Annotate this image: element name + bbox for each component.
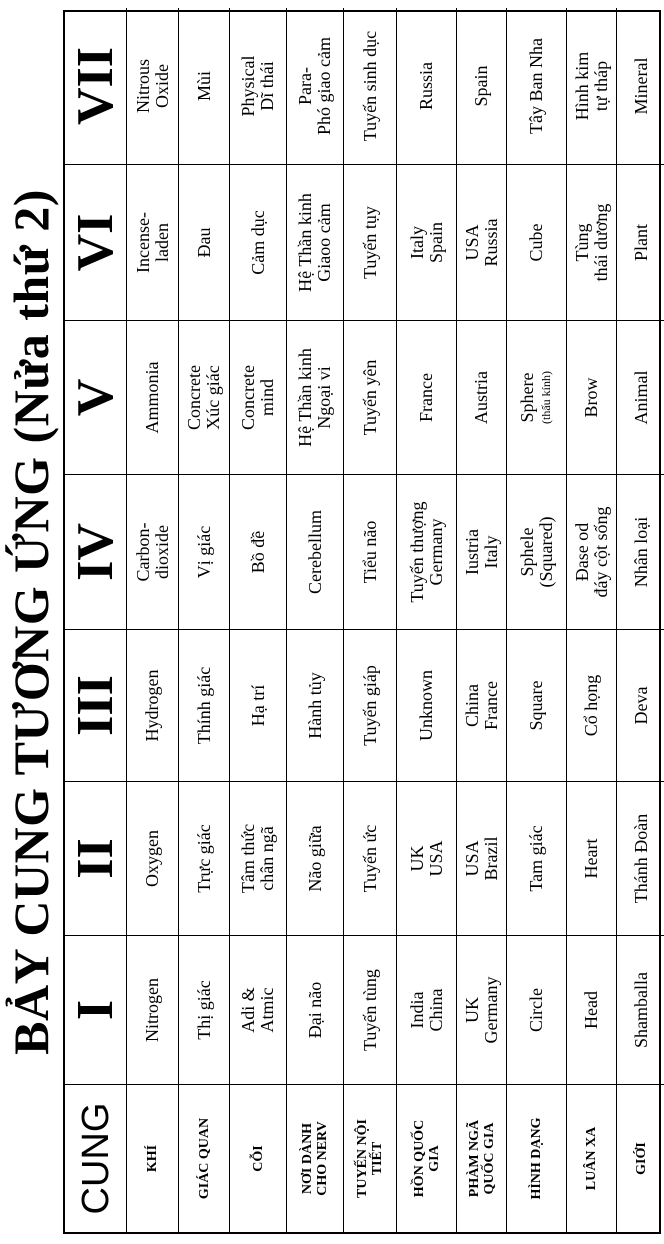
row-label: GIÁC QUAN xyxy=(179,1084,230,1232)
row-label: CỖI xyxy=(230,1084,287,1232)
cell-sub-note: (thấu kính) xyxy=(538,371,553,424)
ray-header-5: V xyxy=(65,320,127,474)
table-cell-sphere xyxy=(507,320,567,474)
table-cell: Deva xyxy=(617,629,664,781)
table-cell: Square xyxy=(507,629,567,781)
table-cell: Incense- laden xyxy=(127,164,179,320)
table-cell: Plant xyxy=(617,164,664,320)
table-cell: Para- Phó giao cảm xyxy=(287,8,344,164)
table-cell: India China xyxy=(397,935,457,1084)
table-cell: Heart xyxy=(567,781,617,935)
table-corner-header: CUNG xyxy=(65,1084,127,1232)
row-label: HỒN QUỐC GIA xyxy=(397,1084,457,1232)
table-cell: Tam giác xyxy=(507,781,567,935)
row-label: GIỚI xyxy=(617,1084,664,1232)
table-cell: France xyxy=(397,320,457,474)
table-cell: Iustria Italy xyxy=(457,474,507,629)
table-cell: Tuyến sinh dục xyxy=(344,8,397,164)
table-cell: Oxygen xyxy=(127,781,179,935)
table-cell: Animal xyxy=(617,320,664,474)
table-cell: USA Russia xyxy=(457,164,507,320)
table-cell: UK USA xyxy=(397,781,457,935)
row-label: NƠI DÀNH CHO NERV xyxy=(287,1084,344,1232)
table-cell: Cerebellum xyxy=(287,474,344,629)
table-cell: Concrete Xúc giác xyxy=(179,320,230,474)
table-cell: Tuyến yên xyxy=(344,320,397,474)
table-cell: Đase od đáy cột sống xyxy=(567,474,617,629)
table-cell: Tây Ban Nha xyxy=(507,8,567,164)
table-cell: Tuyến tụy xyxy=(344,164,397,320)
table-cell: Circle xyxy=(507,935,567,1084)
table-cell: Ammonia xyxy=(127,320,179,474)
ray-header-4: IV xyxy=(65,474,127,629)
table-cell: Nitrogen xyxy=(127,935,179,1084)
table-cell: Cảm dục xyxy=(230,164,287,320)
table-cell: Hệ Thần kinh Ngoại vi xyxy=(287,320,344,474)
table-cell: Tùng thái dương xyxy=(567,164,617,320)
table-cell: Austria xyxy=(457,320,507,474)
table-cell: Tuyến thượng Germany xyxy=(397,474,457,629)
ray-header-1: I xyxy=(65,935,127,1084)
table-cell: Concrete mind xyxy=(230,320,287,474)
ray-header-7: VII xyxy=(65,8,127,164)
table-cell: Thính giác xyxy=(179,629,230,781)
table-cell: USA Brazil xyxy=(457,781,507,935)
rays-correspondence-table xyxy=(63,10,661,1234)
row-label: TUYẾN NỘI TIẾT xyxy=(344,1084,397,1232)
cell-main-text: Sphere xyxy=(516,372,537,423)
row-label: HÌNH DẠNG xyxy=(507,1084,567,1232)
table-cell: Đau xyxy=(179,164,230,320)
table-cell: Mùi xyxy=(179,8,230,164)
table-cell: Russia xyxy=(397,8,457,164)
table-cell: Hệ Thần kinh Giaoo cảm xyxy=(287,164,344,320)
table-cell: Thị giác xyxy=(179,935,230,1084)
table-cell: Hạ trí xyxy=(230,629,287,781)
table-cell: Não giữa xyxy=(287,781,344,935)
table-cell: Hình kim tự tháp xyxy=(567,8,617,164)
table-cell: Tiểu não xyxy=(344,474,397,629)
ray-header-3: III xyxy=(65,629,127,781)
table-cell: Shamballa xyxy=(617,935,664,1084)
row-label: LUÂN XA xyxy=(567,1084,617,1232)
table-cell: UK Germany xyxy=(457,935,507,1084)
row-label: PHÀM NGÃ QUỐC GIA xyxy=(457,1084,507,1232)
table-cell: Trực giác xyxy=(179,781,230,935)
table-cell: Sphele (Squared) xyxy=(507,474,567,629)
table-cell: Brow xyxy=(567,320,617,474)
table-cell: Unknown xyxy=(397,629,457,781)
table-cell: Cổ họng xyxy=(567,629,617,781)
table-cell: Hydrogen xyxy=(127,629,179,781)
table-cell: Vị giác xyxy=(179,474,230,629)
table-cell: Spain xyxy=(457,8,507,164)
table-cell: Thánh Đoàn xyxy=(617,781,664,935)
ray-header-2: II xyxy=(65,781,127,935)
table-cell: Nitrous Oxide xyxy=(127,8,179,164)
table-cell: Hành tủy xyxy=(287,629,344,781)
table-cell: Mineral xyxy=(630,57,651,115)
table-cell: Physical Dĩ thái xyxy=(230,8,287,164)
table-cell: Nhân loại xyxy=(617,474,664,629)
ray-header-6: VI xyxy=(65,164,127,320)
table-cell: Carbon- dioxide xyxy=(127,474,179,629)
table-cell: China France xyxy=(457,629,507,781)
table-cell: Adi & Atmic xyxy=(230,935,287,1084)
table-cell: Cube xyxy=(507,164,567,320)
table-cell: Tuyến giáp xyxy=(344,629,397,781)
table-cell: Italy Spain xyxy=(397,164,457,320)
table-cell: Đại não xyxy=(287,935,344,1084)
table-cell: Tâm thức chân ngã xyxy=(230,781,287,935)
page-title: BẢY CUNG TƯƠNG ỨNG (Nửa thứ 2) xyxy=(3,189,59,1055)
table-cell: Head xyxy=(567,935,617,1084)
table-cell: Tuyến ức xyxy=(344,781,397,935)
row-label: KHÍ xyxy=(127,1084,179,1232)
table-cell: Bồ đề xyxy=(230,474,287,629)
table-cell: Tuyến tùng xyxy=(344,935,397,1084)
